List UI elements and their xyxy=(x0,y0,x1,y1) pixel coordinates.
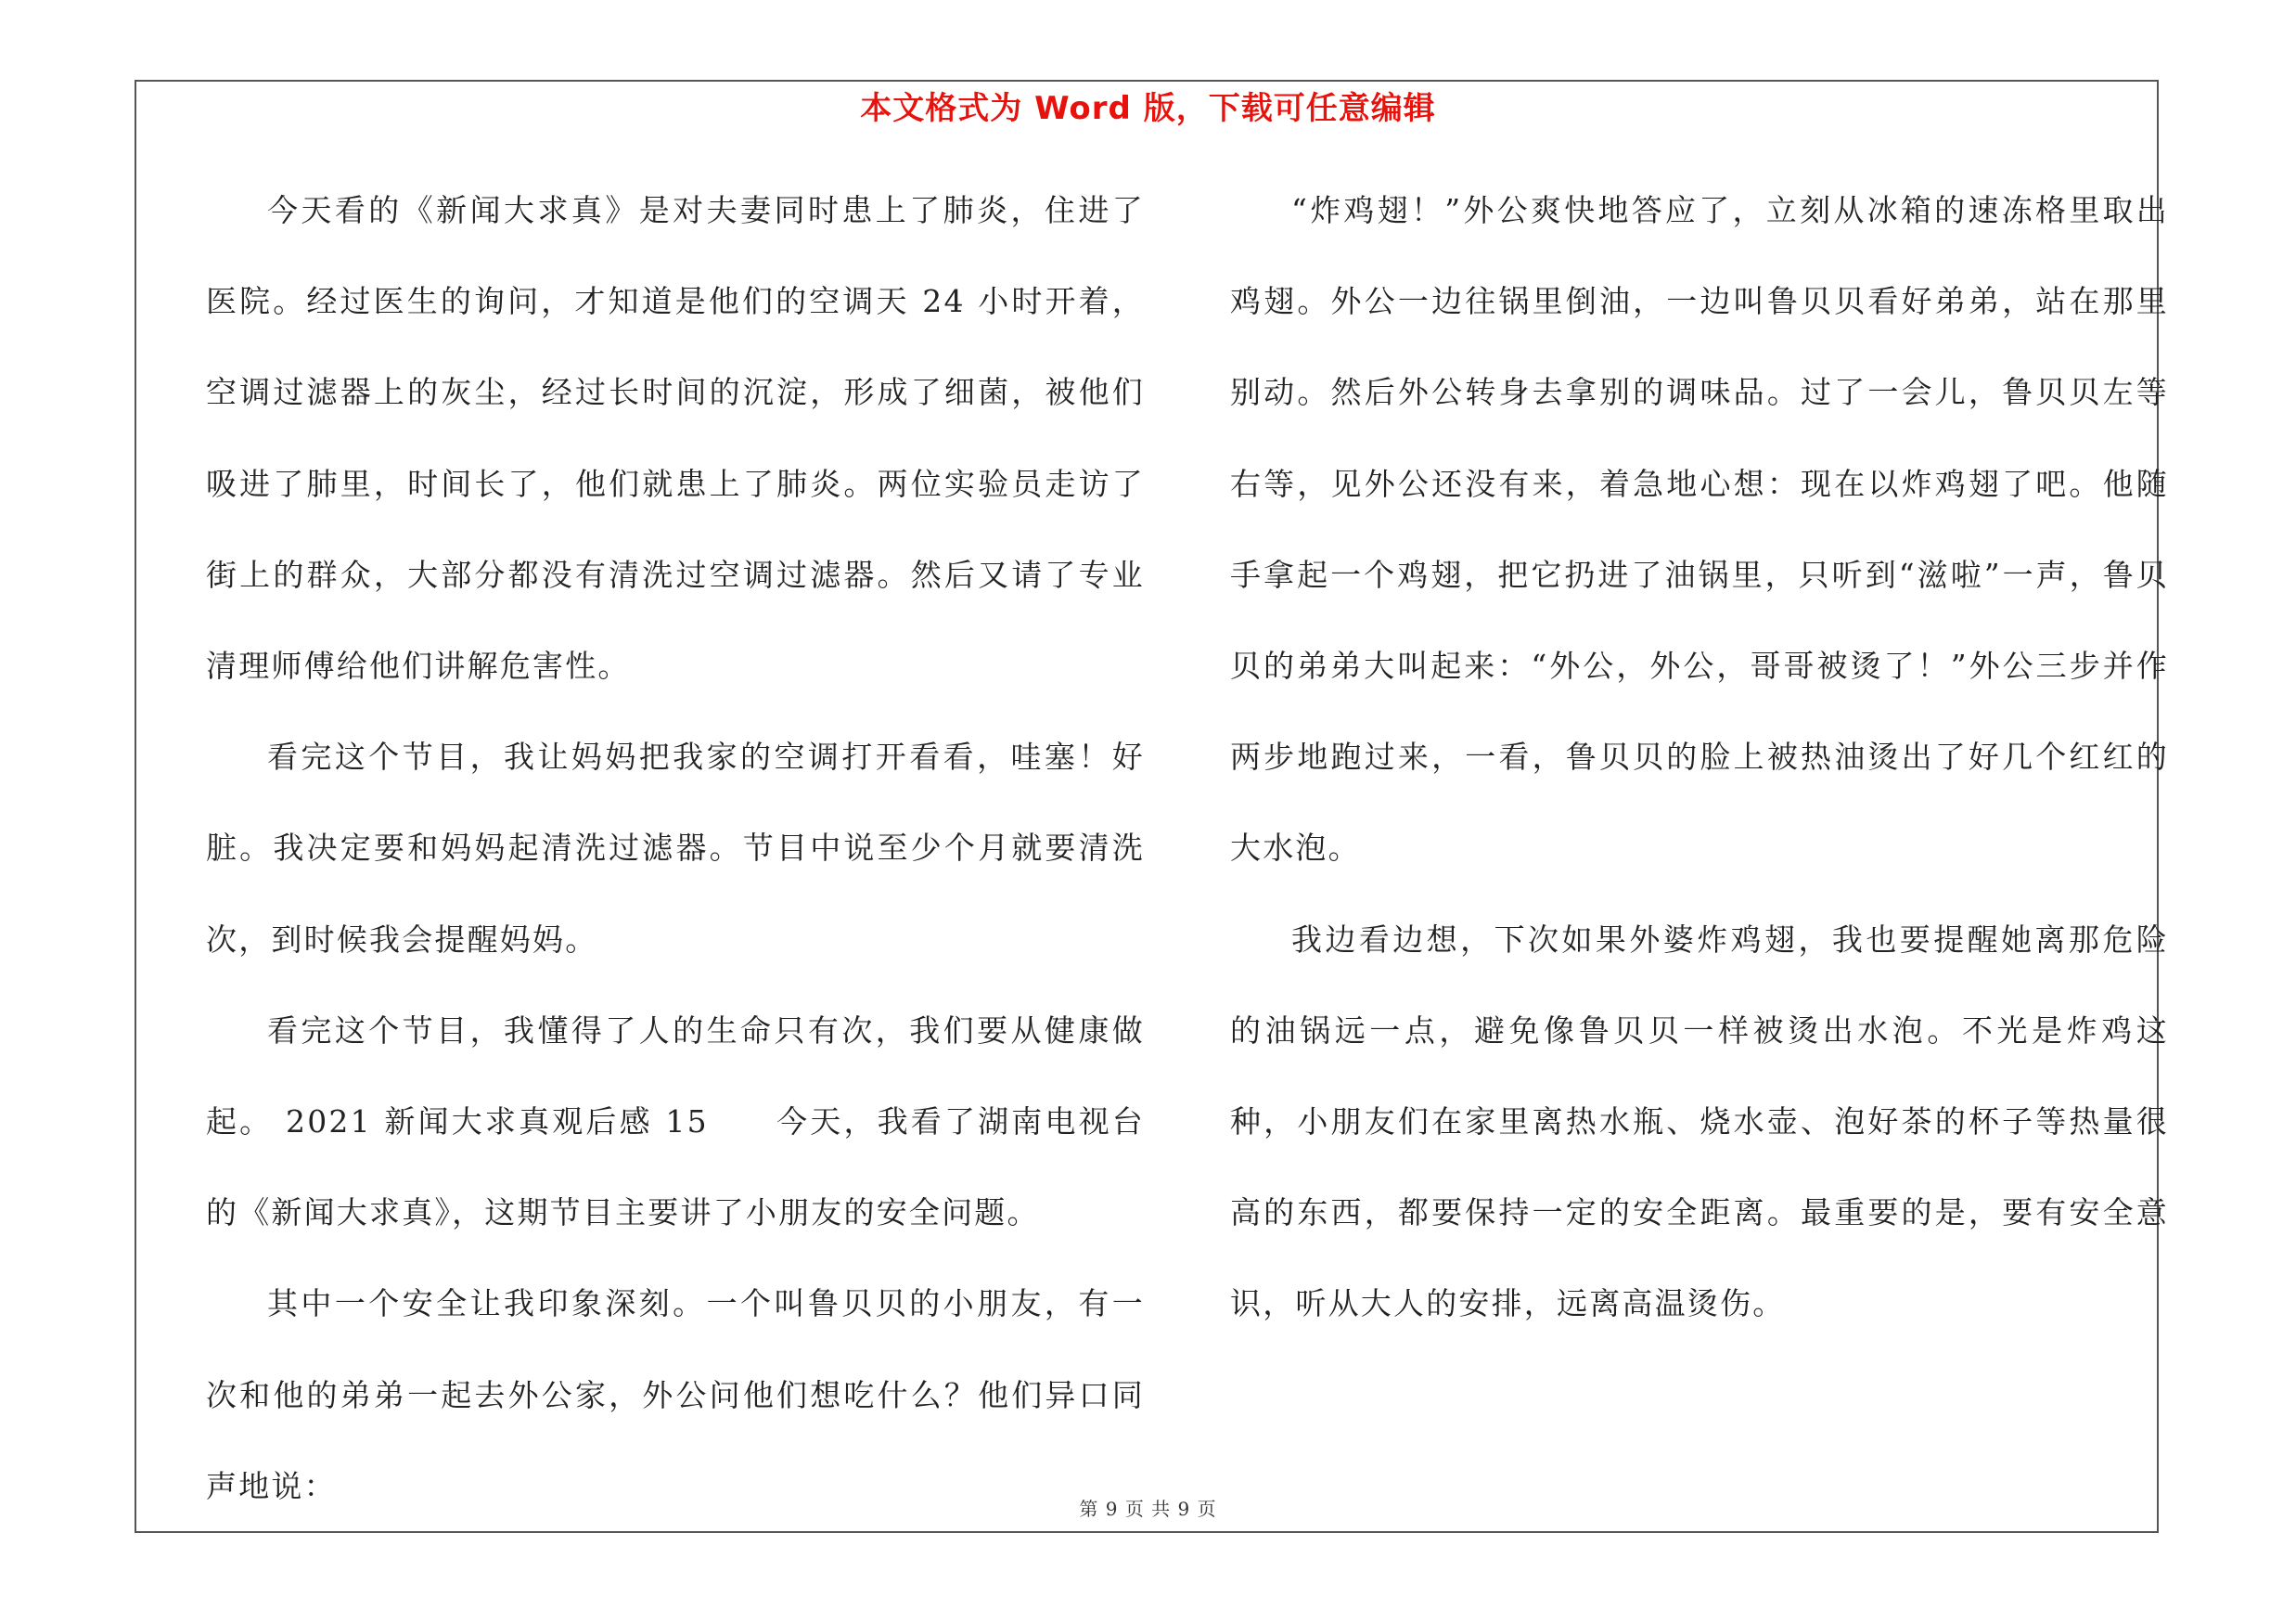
paragraph: 看完这个节目，我让妈妈把我家的空调打开看看，哇塞！好脏。我决定要和妈妈起清洗过滤器。节目中说至少个月就要清洗次，到时候我会提醒妈妈。 xyxy=(206,739,1145,958)
paragraph: 其中一个安全让我印象深刻。一个叫鲁贝贝的小朋友，有一次和他的弟弟一起去外公家，外公问他们想吃什么？他们异口同声地说： xyxy=(206,1285,1145,1504)
paragraph: 今天看的《新闻大求真》是对夫妻同时患上了肺炎，住进了医院。经过医生的询问，才知道是他们的空调天 24 小时开着，空调过滤器上的灰尘，经过长时间的沉淀，形成了细菌，被他们吸进了肺里，时间长了，他们就患上了肺炎。两位实验员走访了街上的群众，大部分都没有清洗过空调过滤器。然后又请了专业清理师傅给他们讲解危害性。 xyxy=(206,192,1145,685)
document-banner: 本文格式为 Word 版，下载可任意编辑 xyxy=(860,90,1436,127)
paragraph: 看完这个节目，我懂得了人的生命只有次，我们要从健康做起。 2021 新闻大求真观后感 15 今天，我看了湖南电视台的《新闻大求真》，这期节目主要讲了小朋友的安全问题。 xyxy=(206,1011,1145,1231)
right-text-column xyxy=(1230,165,2169,1350)
page-number: 第 9 页 共 9 页 xyxy=(1079,1498,1217,1520)
paragraph: “炸鸡翅！”外公爽快地答应了，立刻从冰箱的速冻格里取出鸡翅。外公一边往锅里倒油，一边叫鲁贝贝看好弟弟，站在那里别动。然后外公转身去拿别的调味品。过了一会儿，鲁贝贝左等右等，见外公还没有来，着急地心想：现在以炸鸡翅了吧。他随手拿起一个鸡翅，把它扔进了油锅里，只听到“滋啦”一声，鲁贝贝的弟弟大叫起来：“外公，外公，哥哥被烫了！”外公三步并作两步地跑过来，一看，鲁贝贝的脸上被热油烫出了好几个红红的大水泡。 xyxy=(1230,192,2169,867)
paragraph: 我边看边想，下次如果外婆炸鸡翅，我也要提醒她离那危险的油锅远一点，避免像鲁贝贝一样被烫出水泡。不光是炸鸡这种，小朋友们在家里离热水瓶、烧水壶、泡好茶的杯子等热量很高的东西，都要保持一定的安全距离。最重要的是，要有安全意识，听从大人的安排，远离高温烫伤。 xyxy=(1230,921,2169,1322)
left-text-column xyxy=(206,165,1145,1532)
